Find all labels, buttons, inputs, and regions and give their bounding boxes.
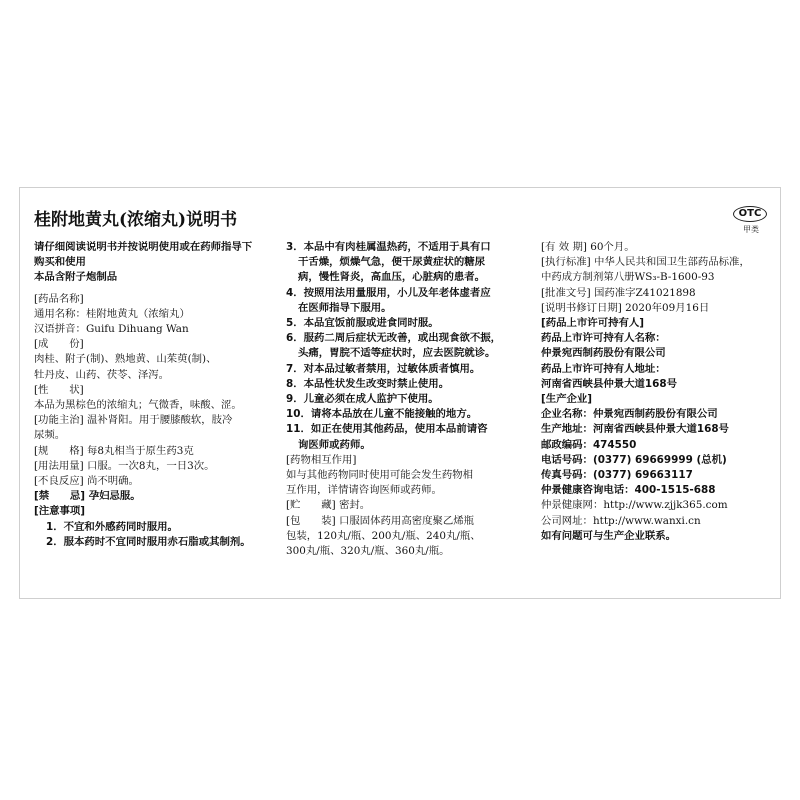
section-label-appearance: [性 状] — [34, 383, 84, 396]
precaution-item: 1．不宜和外感药同时服用。 — [46, 520, 178, 533]
section-label-adverse: [不良反应] — [34, 475, 84, 488]
intro-line: 本品含附子炮制品 — [34, 271, 118, 284]
precaution-line: 11．如正在使用其他药品，使用本品前请咨 — [286, 423, 488, 436]
section-label-ingredients: [成 份] — [34, 338, 84, 351]
section-label-spec: [规 格] — [34, 444, 84, 457]
mah-address: 河南省西峡县仲景大道168号 — [541, 377, 677, 390]
page-title: 桂附地黄丸(浓缩丸)说明书 — [34, 210, 238, 230]
mah-name-label: 药品上市许可持有人名称： — [541, 332, 666, 345]
postcode: 邮政编码：474550 — [541, 438, 637, 451]
mah-name: 仲景宛西制药股份有限公司 — [541, 347, 666, 360]
column-left — [34, 240, 280, 550]
fax-number: 传真号码：(0377) 69663117 — [541, 469, 693, 482]
precaution-item — [286, 286, 536, 316]
storage-row — [286, 498, 536, 513]
phone-number: 电话号码：(0377) 69669999 (总机) — [541, 453, 727, 466]
company-website: 公司网址：http://www.wanxi.cn — [541, 514, 701, 527]
precaution-item — [286, 392, 536, 407]
generic-name: 通用名称：桂附地黄丸（浓缩丸） — [34, 307, 190, 320]
precaution-line: 6．服药二周后症状无改善，或出现食欲不振， — [286, 332, 502, 345]
precaution-line: 7．对本品过敏者禁用，过敏体质者慎用。 — [286, 362, 481, 375]
precaution-line: 4．按照用法用量服用，小儿及年老体虚者应 — [286, 286, 491, 299]
precaution-line: 9．儿童必须在成人监护下使用。 — [286, 393, 439, 406]
mah-address-label: 药品上市许可持有人地址： — [541, 362, 666, 375]
precaution-item: 2．服本药时不宜同时服用赤石脂或其制剂。 — [46, 535, 251, 548]
manufacturer-address: 生产地址：河南省西峡县仲景大道168号 — [541, 423, 729, 436]
section-label-standard: [执行标准] — [541, 256, 591, 269]
precaution-line: 8．本品性状发生改变时禁止使用。 — [286, 377, 450, 390]
intro-line: 购买和使用 — [34, 256, 86, 269]
precaution-list — [286, 240, 536, 453]
interaction-text: 如与其他药物同时使用可能会发生药物相 — [286, 469, 474, 482]
standard-row — [541, 255, 781, 270]
precaution-line: 干舌燥，烦燥气急，便干尿黄症状的糖尿 — [298, 256, 486, 269]
section-label-precautions: [注意事项] — [34, 505, 86, 518]
indications-row — [34, 413, 280, 428]
precaution-line: 10．请将本品放在儿童不能接触的地方。 — [286, 408, 478, 421]
usage-text: 口服。一次8丸，一日3次。 — [86, 459, 215, 472]
hotline: 仲景健康咨询电话：400-1515-688 — [541, 484, 716, 497]
precaution-item — [286, 362, 536, 377]
pinyin-name: 汉语拼音：Guifu Dihuang Wan — [34, 323, 189, 336]
precaution-line: 3．本品中有肉桂属温热药，不适用于具有口 — [286, 241, 491, 253]
spec-row — [34, 444, 280, 459]
section-label-storage: [贮 藏] — [286, 499, 336, 512]
package-text: 口服固体药用高密度聚乙烯瓶 — [338, 514, 475, 527]
adverse-row — [34, 474, 280, 489]
storage-text: 密封。 — [338, 499, 371, 512]
otc-class-label: 甲类 — [743, 225, 759, 234]
precaution-item — [286, 240, 536, 286]
section-label-package: [包 装] — [286, 514, 336, 527]
contact-note: 如有问题可与生产企业联系。 — [541, 529, 677, 542]
section-label-mah: [药品上市许可持有人] — [541, 317, 645, 330]
package-text: 300丸/瓶、320丸/瓶、360丸/瓶。 — [286, 545, 450, 558]
ingredients-text: 牡丹皮、山药、茯苓、泽泻。 — [34, 368, 170, 381]
contra-text: 孕妇忌服。 — [88, 490, 141, 503]
section-label-indications: [功能主治] — [34, 414, 84, 427]
section-label-drug-name: [药品名称] — [34, 292, 84, 305]
package-text: 包装，120丸/瓶、200丸/瓶、240丸/瓶、 — [286, 529, 481, 542]
section-label-manufacturer: [生产企业] — [541, 393, 593, 406]
health-website: 仲景健康网：http://www.zjjk365.com — [541, 499, 728, 512]
precaution-item — [286, 422, 536, 452]
precaution-item — [286, 316, 536, 331]
standard-text: 中药成方制剂第八册WS₃-B-1600-93 — [541, 271, 715, 284]
indications-text: 温补肾阳。用于腰膝酸软，肢冷 — [86, 414, 233, 427]
validity-text: 60个月。 — [590, 241, 635, 253]
precaution-item — [286, 331, 536, 361]
spec-text: 每8丸相当于原生药3克 — [86, 444, 194, 457]
section-label-usage: [用法用量] — [34, 459, 84, 472]
otc-badge: OTC — [733, 206, 767, 222]
section-label-approval: [批准文号] — [541, 286, 591, 299]
standard-text: 中华人民共和国卫生部药品标准， — [593, 256, 750, 269]
contra-row — [34, 489, 280, 504]
validity-row — [541, 240, 781, 255]
appearance-text: 本品为黑棕色的浓缩丸；气微香，味酸、涩。 — [34, 399, 242, 412]
adverse-text: 尚不明确。 — [86, 475, 139, 488]
revised-row — [541, 301, 781, 316]
section-label-contra: [禁 忌] — [34, 490, 86, 503]
precaution-line: 询医师或药师。 — [298, 438, 371, 451]
manufacturer-name: 企业名称：仲景宛西制药股份有限公司 — [541, 408, 718, 421]
revised-text: 2020年09月16日 — [625, 301, 710, 314]
section-label-revised: [说明书修订日期] — [541, 301, 622, 314]
precaution-line: 在医师指导下服用。 — [298, 301, 392, 314]
precaution-line: 头痛，胃脘不适等症状时，应去医院就诊。 — [298, 347, 496, 360]
usage-row — [34, 459, 280, 474]
indications-text: 尿频。 — [34, 429, 66, 442]
column-right — [541, 240, 781, 544]
intro-line: 请仔细阅读说明书并按说明使用或在药师指导下 — [34, 241, 253, 253]
section-label-validity: [有 效 期] — [541, 241, 587, 253]
package-row — [286, 514, 536, 529]
section-label-interaction: [药物相互作用] — [286, 453, 357, 466]
approval-text: 国药准字Z41021898 — [593, 286, 696, 299]
precaution-item — [286, 407, 536, 422]
precaution-line: 5．本品宜饭前服或进食同时服。 — [286, 317, 439, 330]
approval-row — [541, 286, 781, 301]
column-middle — [286, 240, 536, 559]
precaution-item — [286, 377, 536, 392]
ingredients-text: 肉桂、附子(制)、熟地黄、山茱萸(制)、 — [34, 353, 217, 366]
precaution-line: 病，慢性肾炎，高血压，心脏病的患者。 — [298, 271, 486, 284]
interaction-text: 互作用，详情请咨询医师或药师。 — [286, 484, 442, 497]
